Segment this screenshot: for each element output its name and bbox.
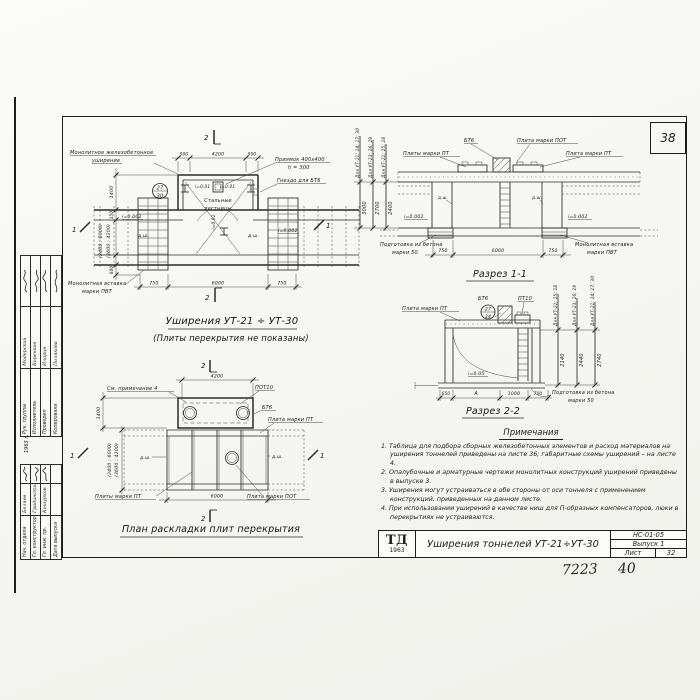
sheet-label: Лист	[611, 549, 656, 557]
organization-logo	[379, 531, 416, 557]
page-number: 38	[660, 131, 676, 145]
s2-detail-circle	[481, 305, 495, 320]
role-label: Рук. группы	[21, 368, 30, 436]
sidebar-year: 1963 г.	[24, 434, 30, 453]
handwritten-number: 7223	[561, 561, 598, 579]
pot-bottom-label: Плита марки ПОТ	[247, 494, 297, 500]
table-row	[51, 256, 61, 436]
s1-annotations	[380, 138, 633, 256]
dim-value: 750	[548, 249, 558, 254]
slope-label: i=0.01	[195, 184, 211, 189]
section-mark-2-top: 2	[204, 134, 209, 142]
section-mark-2-top: 2	[201, 362, 206, 370]
dim-value: А	[474, 391, 478, 397]
table-row	[31, 465, 41, 559]
height-dim-label: Для УТ-22; 25; 28	[381, 136, 386, 178]
role-label: Дата выпуска	[51, 515, 61, 559]
plan-monolithic-insert-right	[268, 198, 298, 270]
dim-value: 650	[441, 391, 451, 396]
widening-label: Монолитное железобетонное	[70, 150, 154, 156]
section-mark-2-bottom: 2	[205, 294, 210, 302]
dim-value: 6000	[211, 281, 225, 287]
joint-label: д.ш.	[532, 195, 543, 200]
layout-plan-svg	[64, 352, 374, 544]
name-value: Беляев	[21, 483, 30, 515]
name-value: Полякова	[51, 306, 61, 368]
dim-value: 700	[533, 391, 543, 396]
detail-number: 27	[484, 307, 492, 313]
height-dim-label: Для УТ-21; 24; 27; 30	[590, 275, 595, 326]
s2-title	[462, 406, 524, 418]
name-value: Градинский	[33, 482, 38, 513]
signature	[32, 256, 40, 306]
slope-label: i=0.002	[568, 215, 588, 220]
logo-year: 1963	[389, 547, 405, 554]
height-dim-label: Для УТ-21; 24; 27; 30	[355, 127, 360, 178]
binding-edge-line	[14, 97, 16, 593]
role-label: Гл. конструктор	[33, 516, 38, 557]
table-row	[41, 465, 51, 559]
s1-bottom-dimension	[425, 240, 571, 258]
detail-sheet: 34	[484, 315, 492, 320]
dim-value: (2400 ; 6000)	[99, 223, 104, 259]
plan-annotations	[68, 150, 330, 295]
dim-value: 6000	[210, 494, 224, 500]
detail-sheet: 30	[156, 193, 164, 200]
s1-title	[466, 269, 534, 281]
document-number: НС-01-05	[611, 531, 686, 540]
slope-label: i=0.002	[404, 215, 424, 220]
lp-left-dimensions	[96, 392, 178, 494]
joint-label: д.ш.	[138, 234, 150, 239]
dim-value: 900	[179, 151, 189, 157]
sheet-value: 32	[666, 549, 676, 557]
lp-top-dimension	[176, 374, 259, 399]
joint-label: д.ш.	[272, 455, 284, 460]
signature-table-upper	[20, 255, 62, 437]
insert-label: марки ПВТ	[82, 289, 112, 295]
dim-value: 750	[438, 249, 448, 254]
sheet-row	[611, 549, 686, 557]
joint-label: д.ш.	[438, 195, 449, 200]
ladders-label: лестницы	[204, 206, 232, 212]
plan-detail-circle	[153, 184, 168, 200]
slope-label: i=0.02	[211, 214, 216, 230]
height-dim-value: 2700	[375, 201, 381, 215]
s1-structure	[380, 158, 658, 238]
dim-value: 1400	[110, 185, 115, 199]
section-mark-1-left: 1	[72, 226, 77, 234]
dim-value: (2400 ; 6000)	[108, 442, 113, 478]
prep-label: Подготовка из бетона	[552, 390, 615, 396]
name-value: Коренков	[31, 306, 40, 368]
role-label: Нач. отдела	[21, 515, 30, 559]
section-mark-1-right: 1	[326, 222, 331, 230]
role-label: Исполнитель	[31, 368, 40, 436]
name-value: Модерский	[21, 306, 30, 368]
pt-bottom-label: Плиты марки ПТ	[95, 494, 142, 500]
section-mark-2-bottom: 2	[201, 515, 206, 523]
section-title: Разрез 1-1	[472, 269, 528, 280]
name-value	[51, 483, 61, 515]
height-dim-value: 2740	[597, 353, 603, 367]
issue-number: Выпуск 1	[611, 540, 686, 549]
dim-value: 750	[277, 281, 287, 287]
lp-annotations	[95, 385, 323, 500]
signature	[42, 465, 50, 483]
note-item: 1. Таблица для подбора сборных железобетонных элементов и расход материалов на уширения тоннелей приведены на листе 36; габаритные схемы уширений – на листе 4.	[381, 443, 676, 467]
role-label: Копировала	[51, 368, 61, 436]
note4-label: См. примечание 4	[107, 386, 158, 392]
section-mark-1-right: 1	[320, 452, 325, 460]
slope-label: i=0.002	[278, 229, 298, 234]
slope-label: i=0.01	[220, 184, 236, 189]
height-dim-label: Для УТ-23; 26; 29	[572, 284, 577, 326]
pt-right-label: Плита марки ПТ	[566, 151, 612, 157]
pt-right-label: Плита марки ПТ	[268, 417, 314, 423]
plan-title: Уширения УТ-21 ÷ УТ-30	[165, 316, 299, 327]
logo-initials: ТД	[385, 533, 409, 548]
bt6-label: БТ6	[262, 405, 273, 411]
insert-label: Монолитная вставка	[575, 242, 634, 248]
role-label: Гл. инж. пр.	[41, 515, 50, 559]
table-row	[41, 256, 51, 436]
height-dim-value: 3000	[362, 201, 368, 215]
pot-label: Плита марки ПОТ	[517, 138, 567, 144]
slope-label: i=0.05	[468, 372, 485, 377]
pt-label: Плита марки ПТ	[402, 306, 448, 312]
dim-value: 6000	[491, 249, 505, 254]
dim-value: 1400	[97, 406, 102, 420]
layout-plan-title: План раскладки плит перекрытия	[121, 524, 301, 535]
title-block	[378, 530, 687, 558]
socket-label: Гнездо для БТ6	[277, 178, 321, 184]
notes-heading: Примечания	[499, 428, 562, 440]
prep-label: Подготовка из бетона	[380, 242, 443, 248]
plan-subtitle: (Плиты перекрытия не показаны)	[153, 333, 309, 343]
dim-value: 4200	[210, 374, 224, 380]
handwritten-number: 40	[617, 560, 637, 578]
section-title: Разрез 2-2	[465, 406, 521, 417]
pit-label: h = 300	[288, 165, 310, 171]
insert-label: Монолитная вставка	[68, 281, 127, 287]
section-2-2-svg	[340, 275, 686, 432]
detail-number: 27	[156, 185, 164, 192]
name-value: Кошурков	[41, 483, 50, 515]
name-value: Иларин	[41, 306, 50, 368]
pt10-label: ПТ10	[518, 296, 532, 302]
dim-value: 750	[149, 281, 159, 287]
bt6-label: БТ6	[464, 138, 475, 144]
drawing-title: Уширения тоннелей УТ-21÷УТ-30	[416, 531, 611, 557]
plan-top-dimension	[172, 152, 264, 173]
insert-label: марки ПВТ	[587, 250, 617, 256]
bt6-label: БТ6	[478, 296, 489, 302]
s2-height-dimensions	[540, 276, 603, 388]
s2-bottom-dimension	[436, 390, 552, 401]
table-row	[31, 256, 41, 436]
prep-label: марки 50	[392, 250, 418, 256]
plan-widening-box	[178, 175, 258, 254]
section-1-1-svg	[340, 118, 686, 296]
dim-value: 350	[109, 210, 114, 220]
section-mark-1-left: 1	[70, 452, 75, 460]
lp-title	[120, 524, 303, 537]
note-item: 4. При использовании уширений в качестве ниш для П-образных компенсаторов, люки в перекрытиях не устраиваются.	[381, 505, 679, 521]
dim-value: 1000	[507, 392, 521, 397]
table-row	[51, 465, 61, 559]
pit-label: Приямок 400х400	[275, 157, 325, 163]
title-block-right	[611, 531, 686, 557]
plan-title-block	[153, 316, 309, 343]
table-row	[21, 465, 31, 559]
signature	[52, 256, 60, 306]
dim-value: 900	[247, 151, 257, 157]
dim-value: (3600 ; 4200)	[107, 223, 112, 259]
prep-label: марки 50	[568, 398, 594, 404]
height-dim-label: Для УТ-22; 25; 28	[553, 284, 558, 326]
note-item: 3. Уширения могут устраиваться в обе стороны от оси тоннеля с применением конструкций, приведенных на данном листе.	[381, 487, 646, 503]
dim-value: 4200	[211, 152, 225, 158]
slope-label: i=0.002	[122, 215, 142, 220]
table-row	[21, 256, 31, 436]
joint-label: д.ш.	[140, 456, 152, 461]
dim-value: 600	[109, 265, 114, 275]
ladders-label: Стальные	[204, 198, 232, 204]
signature	[22, 256, 30, 306]
pt-left-label: Плиты марки ПТ	[403, 151, 450, 157]
height-dim-value: 2440	[579, 353, 585, 367]
signature	[42, 256, 50, 306]
widening-label: уширение	[92, 158, 121, 164]
joint-label: д.ш.	[248, 234, 260, 239]
signature	[22, 465, 30, 483]
role-label: Проверил	[41, 368, 50, 436]
height-dim-value: 2400	[388, 201, 394, 215]
height-dim-value: 2140	[560, 353, 566, 367]
signature-table-lower	[20, 464, 62, 560]
signature	[32, 465, 40, 483]
pot10-label: ПОТ10	[255, 385, 274, 391]
note-item: 2. Опалубочные и арматурные чертежи монолитных конструкций уширений приведены в выпуске 3.	[381, 469, 677, 485]
notes-block	[381, 428, 681, 523]
height-dim-label: Для УТ-23; 26; 29	[368, 136, 373, 178]
dim-value: (3600 ; 4200)	[115, 442, 120, 478]
